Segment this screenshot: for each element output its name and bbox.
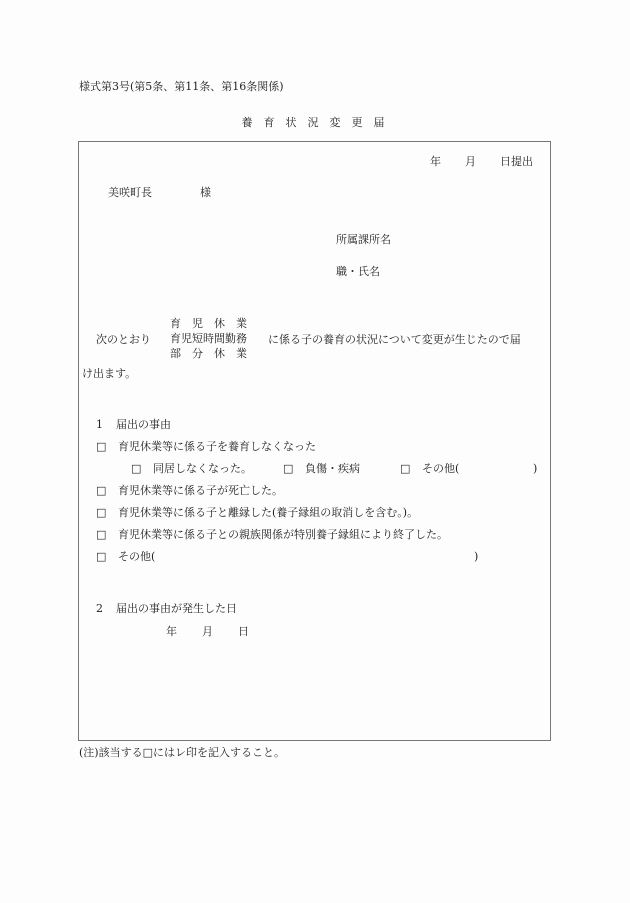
submit-month-label: 月 bbox=[465, 155, 476, 168]
sub-item-other-close-paren: ) bbox=[533, 462, 538, 475]
reason-item-special-adoption[interactable]: □ 育児休業等に係る子との親族関係が特別養子縁組により終了した。 bbox=[96, 528, 448, 541]
leave-type-partial: 部 分 休 業 bbox=[170, 347, 247, 360]
position-name-label: 職・氏名 bbox=[336, 265, 380, 278]
checkbox[interactable]: □ bbox=[96, 528, 107, 541]
checkbox[interactable]: □ bbox=[96, 506, 107, 519]
body-lead: 次のとおり bbox=[96, 333, 151, 346]
submit-year-label: 年 bbox=[430, 155, 441, 168]
checkbox[interactable]: □ bbox=[96, 440, 107, 453]
reason-item-no-longer-raising[interactable]: □ 育児休業等に係る子を養育しなくなった bbox=[96, 440, 316, 453]
body-ending: け出ます。 bbox=[82, 367, 137, 380]
reason-item-other[interactable]: □ その他( bbox=[96, 550, 156, 563]
occurrence-year-label: 年 bbox=[166, 625, 177, 638]
addressee-name: 美咲町長 bbox=[108, 186, 152, 199]
sub-item-other[interactable]: □ その他( bbox=[400, 462, 460, 475]
body-continuation: に係る子の養育の状況について変更が生じたので届 bbox=[268, 333, 521, 346]
checkbox[interactable]: □ bbox=[283, 462, 294, 475]
leave-type-list bbox=[170, 316, 258, 361]
checkbox[interactable]: □ bbox=[400, 462, 411, 475]
reason-other-close-paren: ) bbox=[474, 550, 479, 563]
checkbox[interactable]: □ bbox=[96, 550, 107, 563]
addressee-honorific: 様 bbox=[200, 186, 211, 199]
leave-type-short-hours: 育児短時間勤務 bbox=[170, 332, 247, 345]
section2-heading: 2 届出の事由が発生した日 bbox=[96, 602, 237, 615]
sub-item-not-cohabiting[interactable]: □ 同居しなくなった。 bbox=[131, 462, 252, 475]
leave-type-childcare: 育 児 休 業 bbox=[170, 317, 247, 330]
checkbox[interactable]: □ bbox=[96, 484, 107, 497]
document-title: 養 育 状 況 変 更 届 bbox=[241, 116, 385, 129]
sub-item-injury-illness[interactable]: □ 負傷・疾病 bbox=[283, 462, 360, 475]
footnote: (注)該当する□にはレ印を記入すること。 bbox=[79, 746, 285, 759]
section1-heading: 1 届出の事由 bbox=[96, 418, 171, 431]
department-label: 所属課所名 bbox=[336, 233, 391, 246]
submit-day-label: 日提出 bbox=[500, 155, 533, 168]
form-number: 様式第3号(第5条、第11条、第16条関係) bbox=[79, 80, 284, 93]
occurrence-day-label: 日 bbox=[238, 625, 249, 638]
occurrence-month-label: 月 bbox=[202, 625, 213, 638]
reason-item-child-died[interactable]: □ 育児休業等に係る子が死亡した。 bbox=[96, 484, 283, 497]
checkbox[interactable]: □ bbox=[131, 462, 142, 475]
reason-item-dissolved-adoption[interactable]: □ 育児休業等に係る子と離縁した(養子縁組の取消しを含む。)。 bbox=[96, 506, 419, 519]
